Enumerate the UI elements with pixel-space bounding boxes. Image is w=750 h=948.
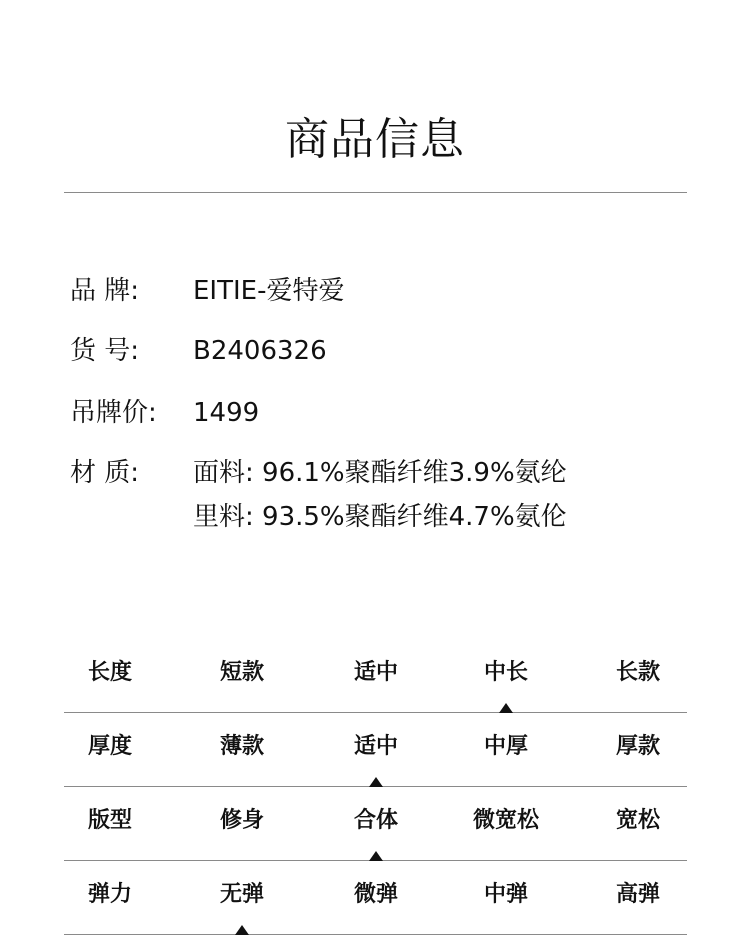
info-label: 货 号: <box>70 336 140 366</box>
attribute-row <box>64 788 687 861</box>
attribute-option: 适中 <box>353 660 398 685</box>
attribute-name: 弹力 <box>87 882 132 907</box>
info-value: B2406326 <box>193 336 327 366</box>
attribute-row <box>64 714 687 787</box>
attribute-option: 厚款 <box>615 734 660 759</box>
info-label: 吊牌价: <box>70 398 157 428</box>
info-label: 材 质: <box>70 458 140 488</box>
attribute-row <box>64 640 687 713</box>
attribute-option: 微宽松 <box>472 808 539 833</box>
attribute-row <box>64 862 687 935</box>
attribute-option: 微弹 <box>353 882 398 907</box>
attribute-option: 适中 <box>353 734 398 759</box>
attribute-option: 修身 <box>219 808 264 833</box>
attribute-option: 中弹 <box>483 882 528 907</box>
info-label: 品 牌: <box>70 276 140 306</box>
attribute-name: 厚度 <box>87 734 132 759</box>
selected-marker-icon <box>499 703 513 713</box>
selected-marker-icon <box>369 777 383 787</box>
page-title: 商品信息 <box>285 114 465 165</box>
title-divider <box>64 192 687 193</box>
attribute-name: 版型 <box>87 808 132 833</box>
info-value: EITIE-爱特爱 <box>193 276 345 306</box>
info-value: 1499 <box>193 398 260 428</box>
attribute-option: 合体 <box>353 808 398 833</box>
attribute-name: 长度 <box>87 660 132 685</box>
attribute-option: 薄款 <box>219 734 264 759</box>
attribute-option: 中厚 <box>483 734 528 759</box>
attribute-table <box>64 640 687 936</box>
selected-marker-icon <box>369 851 383 861</box>
attribute-option: 短款 <box>219 660 264 685</box>
info-value: 面料: 96.1%聚酯纤维3.9%氨纶 <box>193 458 567 488</box>
attribute-option: 无弹 <box>219 882 264 907</box>
selected-marker-icon <box>235 925 249 935</box>
attribute-option: 宽松 <box>615 808 660 833</box>
attribute-option: 长款 <box>615 660 660 685</box>
attribute-option: 高弹 <box>615 882 660 907</box>
attribute-option: 中长 <box>483 660 528 685</box>
info-value: 里料: 93.5%聚酯纤维4.7%氨伦 <box>193 502 567 532</box>
